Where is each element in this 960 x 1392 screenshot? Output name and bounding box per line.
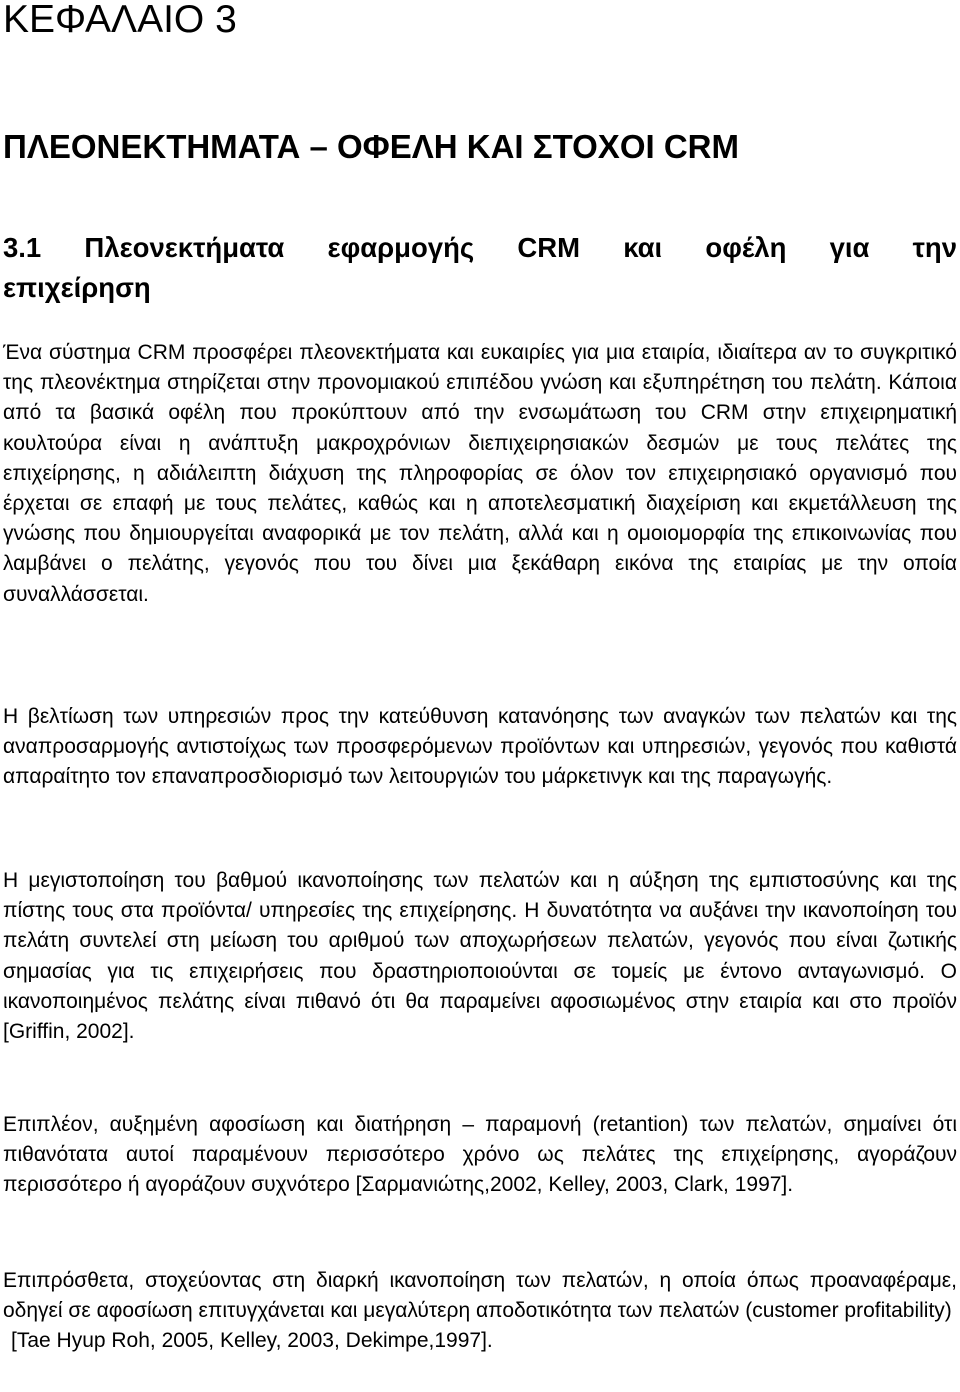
- paragraph-crm-benefits: Ένα σύστημα CRM προσφέρει πλεονεκτήματα και ευκαιρίες για μια εταιρία, ιδιαίτερα αν το συγκριτικό της πλεονέκτημα στηρίζεται στην προνομιακού επιπέδου γνώση και εξυπηρέτηση του πελάτη. Κάποια από τα βασικά οφέλη που προκύπτουν από την ενσωμάτωση του CRM στην επιχειρηματική κουλτούρα είναι η ανάπτυξη μακροχρόνιων διεπιχειρησιακών δεσμών με τους πελάτες της επιχείρησης, η αδιάλειπτη διάχυση της πληροφορίας σε όλον τον επιχειρησιακό οργανισμό που έρχεται σε επαφή με τους πελάτες, καθώς και η αποτελεσματική διαχείριση και εκμετάλλευση της γνώσης που δημιουργείται αναφορικά με τον πελάτη, αλλά και η ομοιομορφία της επικοινωνίας που λαμβάνει ο πελάτης, γεγονός που του δίνει μια ξεκάθαρη εικόνα της εταιρίας με την οποία συναλλάσσεται.: [3, 341, 957, 606]
- document-page: [3, 0, 957, 1353]
- section-title: 3.1 Πλεονεκτήματα εφαρμογής CRM και οφέλη για την επιχείρηση: [3, 232, 957, 303]
- chapter-label: ΚΕΦΑΛΑΙΟ 3: [3, 0, 237, 41]
- paragraph-customer-satisfaction: Η μεγιστοποίηση του βαθμού ικανοποίησης των πελατών και η αύξηση της εμπιστοσύνης και της πίστης τους στα προϊόντα/ υπηρεσίες της επιχείρησης. Η δυνατότητα να αυξάνει την ικανοποίηση του πελάτη συντελεί στη μείωση του αριθμού των αποχωρήσεων πελατών, γεγονός που είναι ζωτικής σημασίας για τις επιχειρήσεις που δραστηριοποιούνται σε τομείς με έντονο ανταγωνισμό. Ο ικανοποιημένος πελάτης είναι πιθανό ότι θα παραμείνει αφοσιωμένος στην εταιρία και στο προϊόν [Griffin, 2002].: [3, 869, 957, 1044]
- paragraph-customer-retention: Επιπλέον, αυξημένη αφοσίωση και διατήρηση – παραμονή (retantion) των πελατών, σημαίνει ότι πιθανότατα αυτοί παραμένουν περισσότερο χρόνο ως πελάτες της επιχείρησης, αγοράζουν περισσότερο ή αγοράζουν συχνότερο [Σαρμανιώτης,2002, Kelley, 2003, Clark, 1997].: [3, 1113, 957, 1197]
- chapter-title: ΠΛΕΟΝΕΚΤΗΜΑΤΑ – ΟΦΕΛΗ ΚΑΙ ΣΤΟΧΟΙ CRM: [3, 128, 739, 165]
- paragraph-service-improvement: Η βελτίωση των υπηρεσιών προς την κατεύθυνση κατανόησης των αναγκών των πελατών και της αναπροσαρμογής αντιστοίχως των προσφερόμενων προϊόντων και υπηρεσιών, γεγονός που καθιστά απαραίτητο τον επαναπροσδιορισμό των λειτουργιών του μάρκετινγκ και της παραγωγής.: [3, 705, 957, 789]
- reference-citation: [Tae Hyup Roh, 2005, Kelley, 2003, Dekimpe,1997].: [11, 1329, 493, 1353]
- paragraph-text: Επιπρόσθετα, στοχεύοντας στη διαρκή ικανοποίηση των πελατών, η οποία όπως προαναφέραμε, οδηγεί σε αφοσίωση επιτυγχάνεται και μεγαλύτερη αποδοτικότητα των πελατών (customer profitability): [3, 1269, 957, 1323]
- paragraph-customer-profitability: [3, 1266, 957, 1357]
